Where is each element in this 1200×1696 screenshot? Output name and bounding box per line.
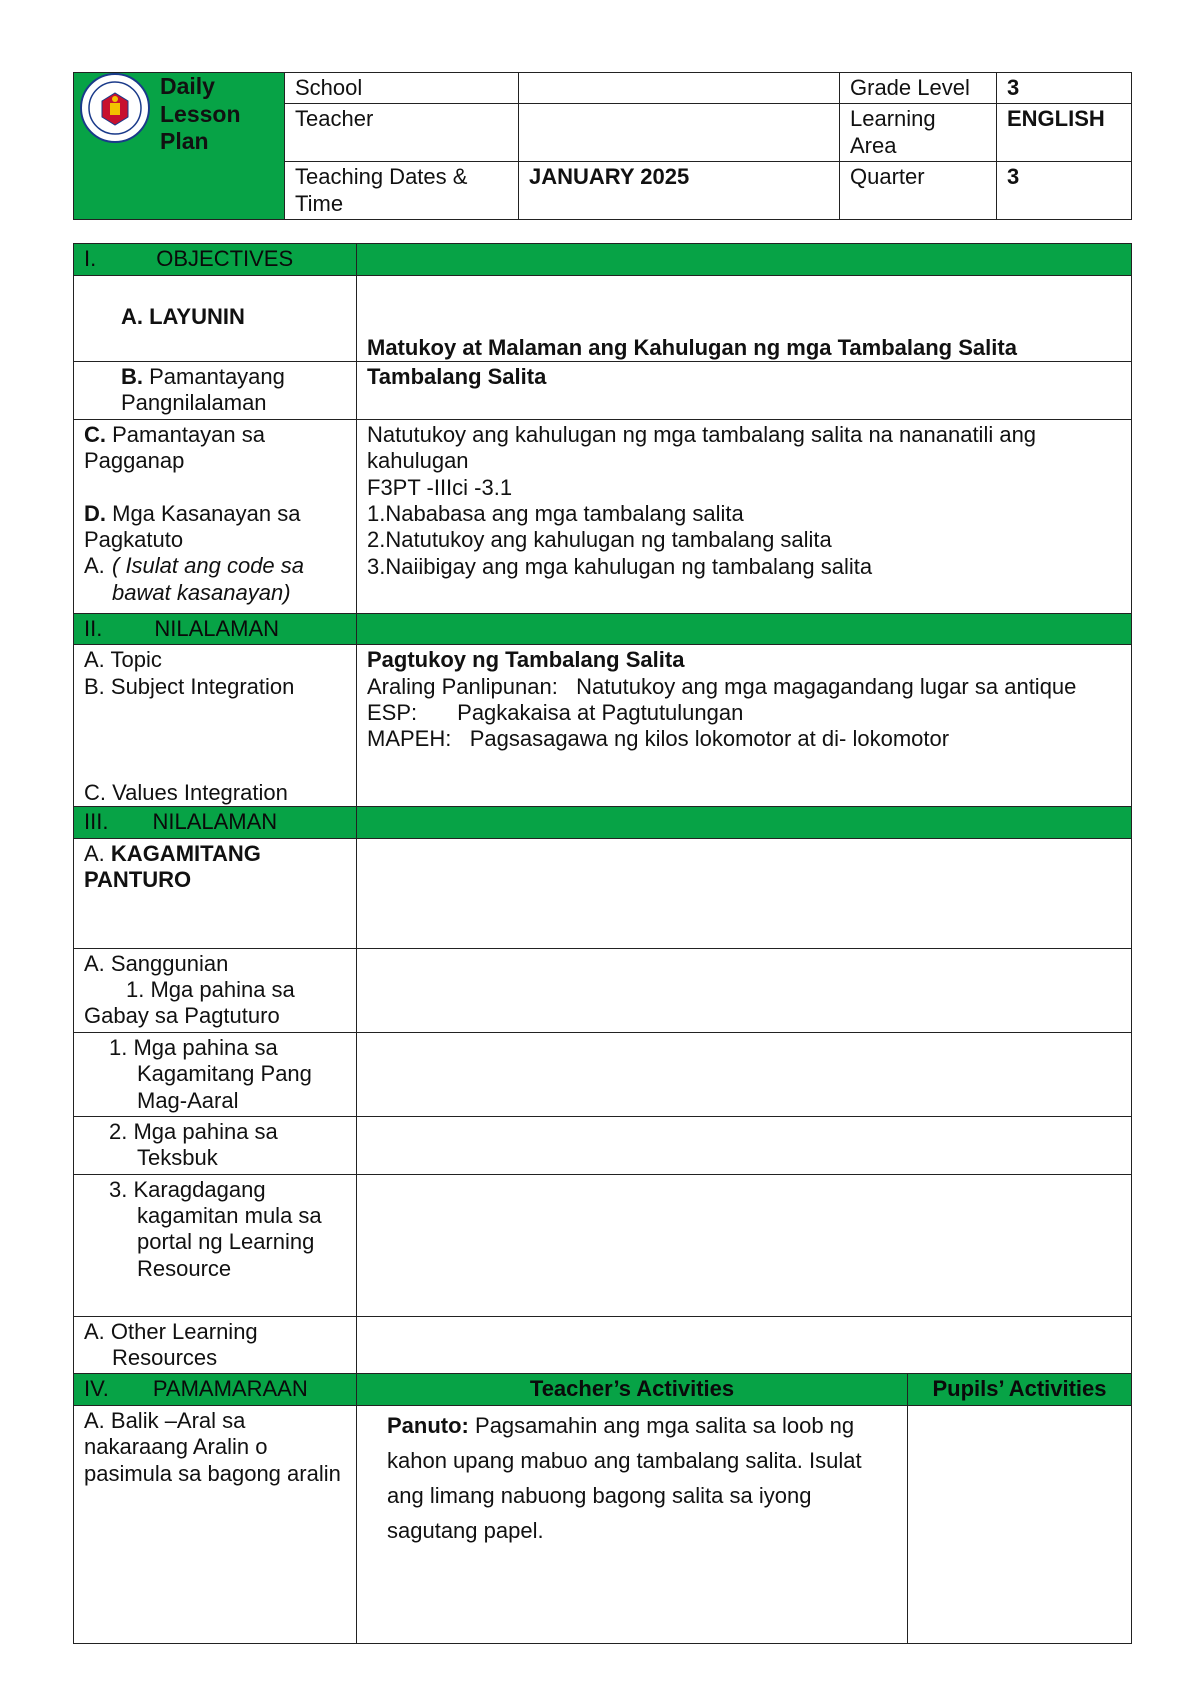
quarter-label: Quarter [840, 162, 997, 220]
other-resources-label: A. Other Learning Resources [74, 1316, 357, 1374]
grade-value: 3 [997, 73, 1132, 104]
materials-heading-row [74, 807, 1132, 838]
content-values: Pagtukoy ng Tambalang Salita Araling Panlipunan: Natutukoy ang mga magagandang lugar sa antique ESP: Pagkakaisa at Pagtutulungan MAPEH: Pagsasagawa ng kilos lokomotor at di- lokomotor [357, 645, 1132, 807]
content-heading-row [74, 613, 1132, 644]
objectives-heading-row [74, 244, 1132, 276]
materials-item-2: 2. Mga pahina sa Teksbuk [74, 1116, 357, 1174]
pagganap-value: Natutukoy ang kahulugan ng mga tambalang salita na nananatili ang kahulugan F3PT -IIIci -3.1 1.Nababasa ang mga tambalang salita 2.Natutukoy ang kahulugan ng tambalang salita 3.Naiibigay ang mga kahulugan ng tambalang salita [357, 419, 1132, 613]
teacher-value [519, 104, 840, 162]
objectives-heading: I. OBJECTIVES [74, 244, 357, 276]
panuto-cell: Panuto: Pagsamahin ang mga salita sa loob ng kahon upang mabuo ang tambalang salita. Isulat ang limang nabuong bagong salita sa iyong sagutang papel. [357, 1405, 908, 1643]
pupils-activities-cell [908, 1405, 1132, 1643]
dates-label: Teaching Dates & Time [285, 162, 519, 220]
procedure-heading: IV. PAMAMARAAN [74, 1374, 357, 1405]
dates-value: JANUARY 2025 [519, 162, 840, 220]
school-label: School [285, 73, 519, 104]
school-value [519, 73, 840, 104]
balik-aral-label: A. Balik –Aral sa nakaraang Aralin o pasimula sa bagong aralin [74, 1405, 357, 1643]
grade-label: Grade Level [840, 73, 997, 104]
dlp-title: Daily Lesson Plan [160, 73, 241, 155]
teacher-activities-header: Teacher’s Activities [357, 1374, 908, 1405]
sanggunian-label: A. Sanggunian 1. Mga pahina sa Gabay sa Pagtuturo [74, 948, 357, 1032]
skill-item: 1.Nababasa ang mga tambalang salita [367, 500, 744, 526]
quarter-value: 3 [997, 162, 1132, 220]
area-label: Learning Area [840, 104, 997, 162]
layunin-label: A. LAYUNIN [74, 276, 357, 362]
teacher-label: Teacher [285, 104, 519, 162]
dlp-title-cell [74, 73, 285, 220]
kagamitang-label: A. KAGAMITANG PANTURO [74, 838, 357, 948]
skill-item: 3.Naiibigay ang mga kahulugan ng tambalang salita [367, 553, 873, 579]
pagganap-label: C. Pamantayan sa Pagganap D. Mga Kasanayan sa Pagkatuto A. ( Isulat ang code sa bawat kasanayan) [74, 419, 357, 613]
content-labels: A. Topic B. Subject Integration C. Values Integration [74, 645, 357, 807]
layunin-value: Matukoy at Malaman ang Kahulugan ng mga Tambalang Salita [357, 276, 1132, 362]
materials-item-3: 3. Karagdagang kagamitan mula sa portal ng Learning Resource [74, 1174, 357, 1316]
deped-seal-icon [80, 73, 150, 143]
procedure-heading-row [74, 1374, 1132, 1405]
pamantayang-label: B. Pamantayang Pangnilalaman [74, 362, 357, 420]
header-table [73, 72, 1132, 220]
skill-item: 2.Natutukoy ang kahulugan ng tambalang salita [367, 527, 832, 553]
lesson-plan-table [73, 243, 1132, 1644]
content-heading: II. NILALAMAN [74, 613, 357, 644]
materials-heading: III. NILALAMAN [74, 807, 357, 838]
area-value: ENGLISH [997, 104, 1132, 162]
pupils-activities-header: Pupils’ Activities [908, 1374, 1132, 1405]
materials-item-1: 1. Mga pahina sa Kagamitang Pang Mag-Aaral [74, 1032, 357, 1116]
pamantayang-value: Tambalang Salita [357, 362, 1132, 420]
